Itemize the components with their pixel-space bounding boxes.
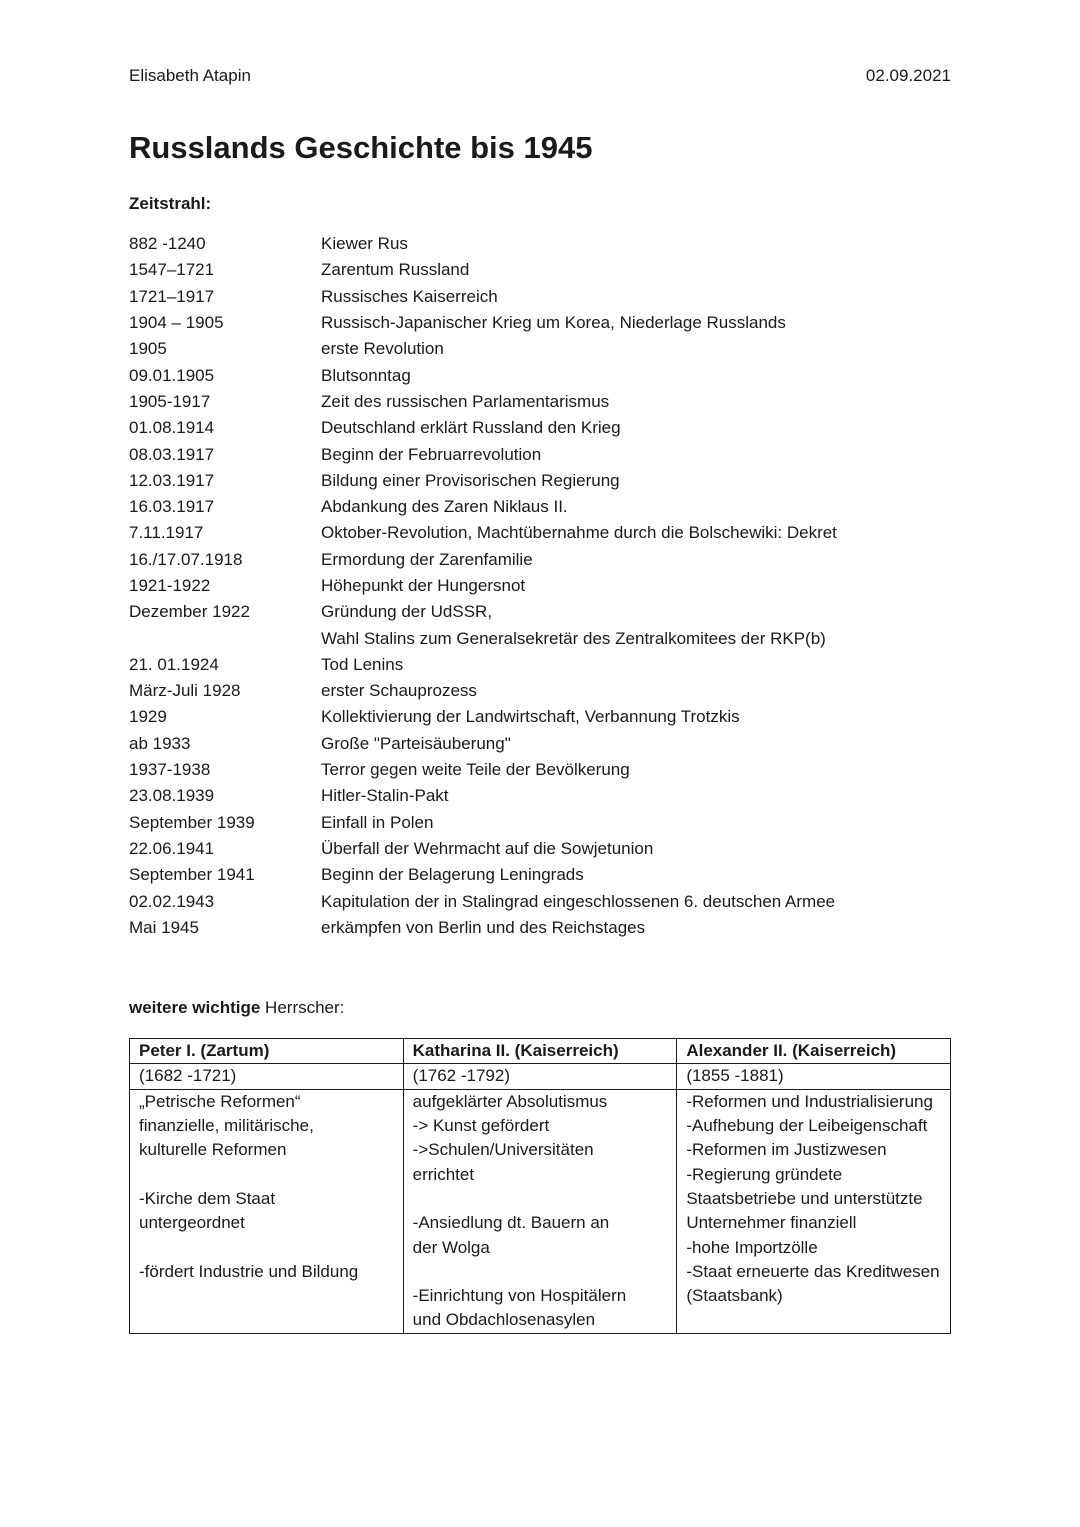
timeline-row: [129, 336, 959, 362]
timeline-event: Zarentum Russland: [321, 260, 470, 280]
timeline-date: 882 -1240: [129, 234, 206, 254]
rulers-heading-normal: Herrscher:: [260, 998, 345, 1017]
timeline-date: 1905-1917: [129, 391, 211, 411]
timeline-row: [129, 652, 959, 678]
timeline-event: Russisches Kaiserreich: [321, 286, 498, 306]
timeline-date: Mai 1945: [129, 917, 199, 937]
timeline-date: 12.03.1917: [129, 470, 215, 490]
timeline-date: 1929: [129, 707, 167, 727]
timeline-row: [129, 494, 959, 520]
timeline-event: Russisch-Japanischer Krieg um Korea, Niederlage Russlands: [321, 313, 786, 333]
timeline-row: [129, 520, 959, 546]
ruler-detail-line: -Aufhebung der Leibeigenschaft: [686, 1116, 928, 1136]
timeline-event: Überfall der Wehrmacht auf die Sowjetunion: [321, 838, 654, 858]
timeline-row: [129, 468, 959, 494]
ruler-detail-line: kulturelle Reformen: [139, 1140, 287, 1160]
timeline-row: [129, 284, 959, 310]
timeline-date: 16./17.07.1918: [129, 549, 243, 569]
timeline-date: September 1941: [129, 865, 255, 885]
rulers-period-row: [130, 1064, 951, 1090]
timeline-event: Höhepunkt der Hungersnot: [321, 576, 526, 595]
timeline-event: Gründung der UdSSR,: [321, 602, 493, 622]
timeline-event: Beginn der Belagerung Leningrads: [321, 865, 584, 885]
timeline-row: [129, 888, 959, 914]
timeline-event: Einfall in Polen: [321, 812, 434, 832]
timeline-row: [129, 783, 959, 809]
ruler-details-cell: [403, 1089, 677, 1333]
timeline-date: 22.06.1941: [129, 838, 215, 858]
rulers-heading: [129, 998, 344, 1018]
timeline-date: 7.11.1917: [129, 523, 204, 543]
timeline-event: Oktober-Revolution, Machtübernahme durch die Bolschewiki: Dekret: [321, 523, 837, 543]
timeline-date: Dezember 1922: [129, 602, 250, 622]
rulers-heading-bold: weitere wichtige: [129, 998, 261, 1017]
timeline-event: Wahl Stalins zum Generalsekretär des Zentralkomitees der RKP(b): [321, 628, 826, 648]
ruler-name-cell: Katharina II. (Kaiserreich): [403, 1039, 677, 1064]
ruler-period-cell: (1855 -1881): [677, 1064, 951, 1090]
timeline-event: Kapitulation der in Stalingrad eingeschlossenen 6. deutschen Armee: [321, 891, 836, 911]
timeline-date: ab 1933: [129, 733, 191, 753]
timeline-date: März-Juli 1928: [129, 681, 241, 701]
timeline-row: [129, 310, 959, 336]
ruler-detail-line: -Kirche dem Staat: [139, 1188, 276, 1208]
timeline-row: [129, 415, 959, 441]
timeline-date: 23.08.1939: [129, 786, 215, 806]
timeline-date: 09.01.1905: [129, 365, 215, 385]
ruler-detail-line: [139, 1163, 394, 1187]
ruler-name-cell: Alexander II. (Kaiserreich): [677, 1039, 951, 1064]
timeline-row: [129, 441, 959, 467]
timeline-row: [129, 915, 959, 941]
ruler-detail-line: Staatsbetriebe und unterstützte: [686, 1188, 923, 1208]
ruler-detail-line: -Staat erneuerte das Kreditwesen: [686, 1261, 940, 1281]
timeline-date: 02.02.1943: [129, 891, 215, 911]
timeline-event: erster Schauprozess: [321, 681, 477, 701]
timeline-row: [129, 810, 959, 836]
ruler-detail-line: -Ansiedlung dt. Bauern an: [412, 1213, 610, 1233]
ruler-details-cell: [130, 1089, 404, 1333]
timeline-heading: Zeitstrahl:: [129, 194, 212, 213]
ruler-detail-line: Unternehmer finanziell: [686, 1213, 857, 1233]
timeline-event: Blutsonntag: [321, 365, 411, 385]
ruler-detail-line: untergeordnet: [139, 1213, 245, 1233]
timeline-row: [129, 836, 959, 862]
ruler-detail-line: -> Kunst gefördert: [412, 1116, 550, 1136]
timeline-event: erkämpfen von Berlin und des Reichstages: [321, 917, 646, 937]
ruler-detail-line: -Regierung gründete: [686, 1164, 843, 1184]
ruler-detail-line: [413, 1187, 668, 1211]
rulers-details-row: [130, 1089, 951, 1333]
ruler-detail-line: [413, 1260, 668, 1284]
timeline-row: [129, 678, 959, 704]
timeline-date: 1937-1938: [129, 760, 211, 780]
timeline-date: 08.03.1917: [129, 444, 215, 464]
timeline-date: 1905: [129, 339, 167, 359]
timeline-event: Deutschland erklärt Russland den Krieg: [321, 418, 621, 438]
timeline-event: Zeit des russischen Parlamentarismus: [321, 391, 610, 411]
ruler-detail-line: -fördert Industrie und Bildung: [139, 1261, 359, 1281]
author-name: Elisabeth Atapin: [129, 66, 251, 85]
ruler-detail-line: errichtet: [412, 1164, 475, 1184]
ruler-detail-line: -Einrichtung von Hospitälern: [412, 1286, 627, 1306]
timeline-row: [129, 599, 959, 625]
document-date: 02.09.2021: [865, 66, 951, 85]
timeline-event: Abdankung des Zaren Niklaus II.: [321, 497, 568, 517]
ruler-detail-line: [139, 1236, 394, 1260]
timeline-row: [129, 731, 959, 757]
ruler-detail-line: ->Schulen/Universitäten: [412, 1140, 594, 1160]
ruler-period-cell: (1682 -1721): [130, 1064, 404, 1090]
timeline-list: [129, 231, 959, 941]
timeline-row: [129, 362, 959, 388]
timeline-event: Kollektivierung der Landwirtschaft, Verbannung Trotzkis: [321, 707, 740, 727]
timeline-event: Kiewer Rus: [321, 234, 408, 254]
ruler-detail-line: (Staatsbank): [686, 1286, 783, 1306]
ruler-name-cell: Peter I. (Zartum): [130, 1039, 404, 1064]
ruler-detail-line: aufgeklärter Absolutismus: [412, 1091, 608, 1111]
ruler-period-cell: (1762 -1792): [403, 1064, 677, 1090]
timeline-event: Tod Lenins: [321, 654, 404, 674]
ruler-detail-line: „Petrische Reformen“: [139, 1091, 301, 1111]
timeline-row: [129, 547, 959, 573]
rulers-table: [129, 1038, 951, 1334]
timeline-date: 01.08.1914: [129, 418, 215, 438]
timeline-row: [129, 573, 959, 599]
timeline-row: [129, 231, 959, 257]
timeline-date: 1721–1917: [129, 286, 215, 306]
timeline-event: Beginn der Februarrevolution: [321, 444, 542, 464]
timeline-event: Ermordung der Zarenfamilie: [321, 549, 533, 569]
timeline-event: Große "Parteisäuberung": [321, 733, 511, 753]
timeline-row: [129, 862, 959, 888]
ruler-detail-line: -hohe Importzölle: [686, 1237, 818, 1257]
timeline-date: 1921-1922: [129, 576, 211, 595]
timeline-row: [129, 257, 959, 283]
timeline-date: 16.03.1917: [129, 497, 215, 517]
ruler-details-cell: [677, 1089, 951, 1333]
timeline-event: Terror gegen weite Teile der Bevölkerung: [321, 760, 630, 780]
timeline-event: Hitler-Stalin-Pakt: [321, 786, 449, 806]
timeline-row: [129, 389, 959, 415]
timeline-row: [129, 704, 959, 730]
ruler-detail-line: -Reformen und Industrialisierung: [686, 1091, 933, 1111]
timeline-event: erste Revolution: [321, 339, 444, 359]
ruler-detail-line: -Reformen im Justizwesen: [686, 1140, 887, 1160]
ruler-detail-line: und Obdachlosenasylen: [412, 1310, 596, 1330]
page-title: Russlands Geschichte bis 1945: [129, 130, 593, 165]
timeline-date: 21. 01.1924: [129, 654, 219, 674]
timeline-row: [129, 625, 959, 651]
timeline-row: [129, 757, 959, 783]
ruler-detail-line: finanzielle, militärische,: [139, 1116, 314, 1136]
timeline-event: Bildung einer Provisorischen Regierung: [321, 470, 620, 490]
timeline-date: 1547–1721: [129, 260, 215, 280]
rulers-header-row: [130, 1039, 951, 1064]
timeline-date: September 1939: [129, 812, 255, 832]
timeline-date: 1904 – 1905: [129, 313, 224, 333]
ruler-detail-line: der Wolga: [412, 1237, 490, 1257]
